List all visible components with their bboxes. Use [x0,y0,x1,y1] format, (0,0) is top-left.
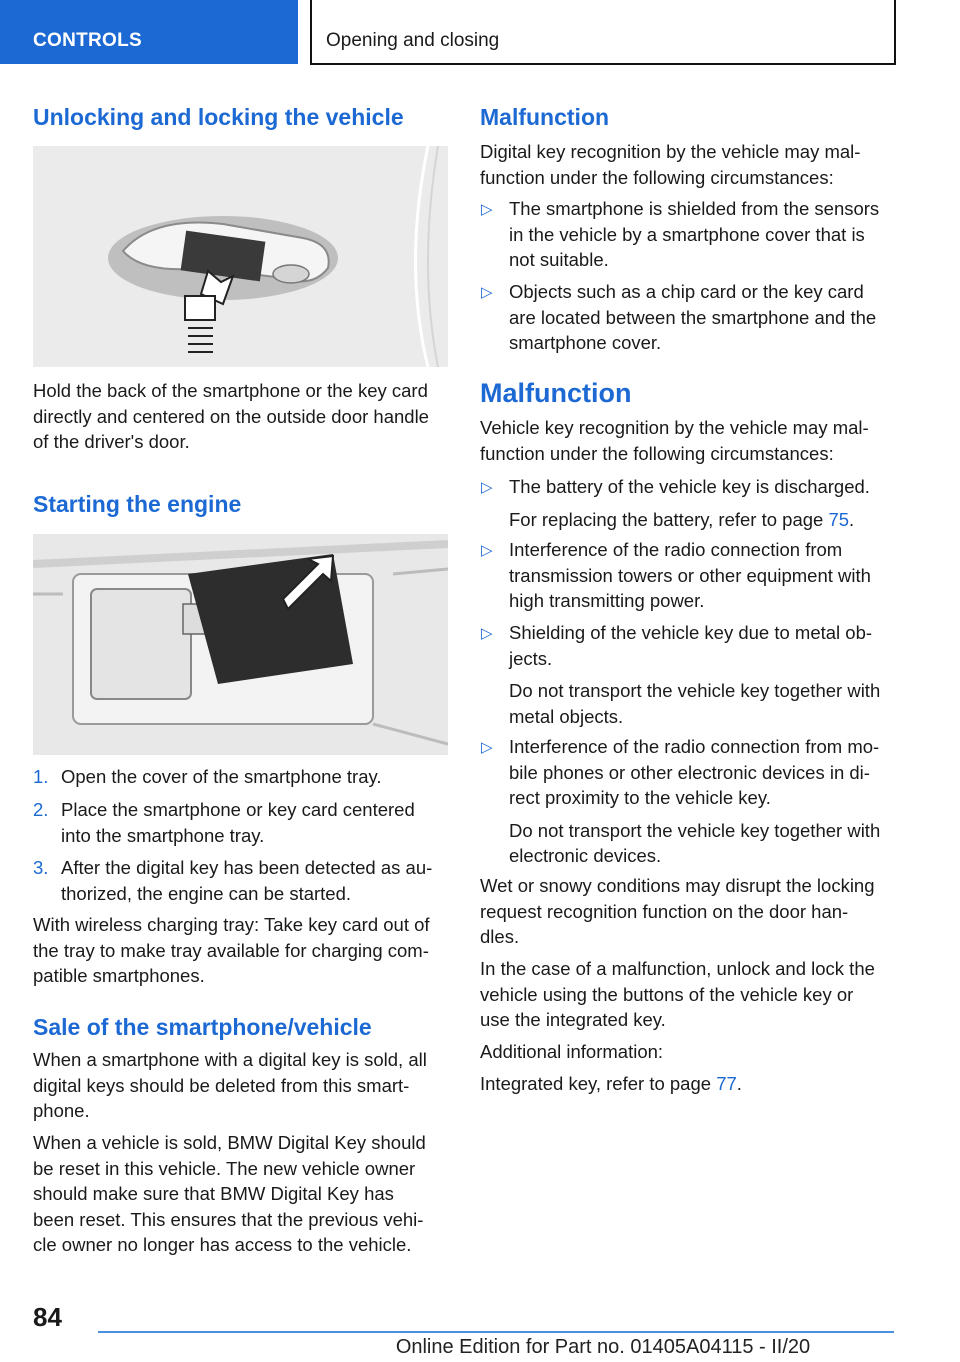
additional-info: Additional information: [480,1041,664,1062]
bullet-triangle-icon: ▷ [481,542,493,559]
list-item: Interference of the radio connection from mo- bile phones or other electronic devices in di- rect proximity to the vehicle key. Do not transport the vehicle key together with electronic devices. [509,736,881,866]
door-handle-illustration [33,146,448,367]
bullet-triangle-icon: ▷ [481,739,493,756]
step-text: Place the smartphone or key card centered into the smartphone tray. [61,799,415,846]
section-label: CONTROLS [33,30,143,51]
sale-paragraph-1: When a smartphone with a digital key is sold, all digital keys should be deleted from this smart- phone. [33,1049,427,1121]
list-item: The smartphone is shielded from the sensors in the vehicle by a smartphone cover that is not suitable. [509,198,880,270]
step-text: Open the cover of the smartphone tray. [61,766,382,787]
header-divider-right [894,0,896,64]
section-tab [0,0,298,64]
list-item: Objects such as a chip card or the key card are located between the smartphone and the smartphone cover. [509,281,877,353]
list-item: Shielding of the vehicle key due to metal ob- jects. Do not transport the vehicle key together with metal objects. [509,622,881,727]
edition-note: Online Edition for Part no. 01405A04115 - II/20 [395,1336,811,1358]
footer-rule [98,1331,894,1333]
step-text: After the digital key has been detected as au- thorized, the engine can be started. [61,857,433,904]
header-rule [310,63,896,65]
bullet-triangle-icon: ▷ [481,201,493,218]
malfunction-vehicle-intro: Vehicle key recognition by the vehicle may mal- function under the following circumstances: [480,417,869,464]
malfunction-digital-intro: Digital key recognition by the vehicle may mal- function under the following circumstances: [480,141,861,188]
heading-malfunction-vehicle: Malfunction [480,378,632,408]
step-number: 2. [33,799,49,820]
heading-starting-engine: Starting the engine [33,491,242,517]
step-number: 1. [33,766,49,787]
wireless-tray-paragraph: With wireless charging tray: Take key card out of the tray to make tray available for charging com- patible smartphones. [33,914,430,986]
heading-sale: Sale of the smartphone/vehicle [33,1014,372,1040]
malfunction-case-paragraph: In the case of a malfunction, unlock and lock the vehicle using the buttons of the vehicle key or use the integrated key. [480,958,875,1030]
heading-malfunction-digital: Malfunction [480,104,610,130]
wet-conditions-paragraph: Wet or snowy conditions may disrupt the locking request recognition function on the door han- dles. [480,875,875,947]
bullet-triangle-icon: ▷ [481,284,493,301]
header-divider-left [310,0,312,64]
page-link-77[interactable]: 77 [716,1073,737,1094]
smartphone-tray-illustration [33,534,448,755]
bullet-triangle-icon: ▷ [481,625,493,642]
list-item: Interference of the radio connection from transmission towers or other equipment with high transmitting power. [509,539,871,611]
bullet-triangle-icon: ▷ [481,479,493,496]
integrated-key-reference: Integrated key, refer to page 77. [480,1073,742,1094]
heading-unlocking: Unlocking and locking the vehicle [33,104,404,130]
page-number: 84 [33,1302,62,1332]
page-link-75[interactable]: 75 [828,508,850,530]
chapter-title: Opening and closing [326,30,500,51]
sale-paragraph-2: When a vehicle is sold, BMW Digital Key should be reset in this vehicle. The new vehicle owner should make sure that BMW Digital Key has been reset. This ensures that the previous vehi- cle owner no longer has access to the vehicle. [33,1132,426,1255]
list-item: The battery of the vehicle key is discharged. For replacing the battery, refer to page 75. [509,476,870,530]
step-number: 3. [33,857,49,878]
unlock-paragraph: Hold the back of the smartphone or the key card directly and centered on the outside door handle of the driver's door. [33,380,429,452]
